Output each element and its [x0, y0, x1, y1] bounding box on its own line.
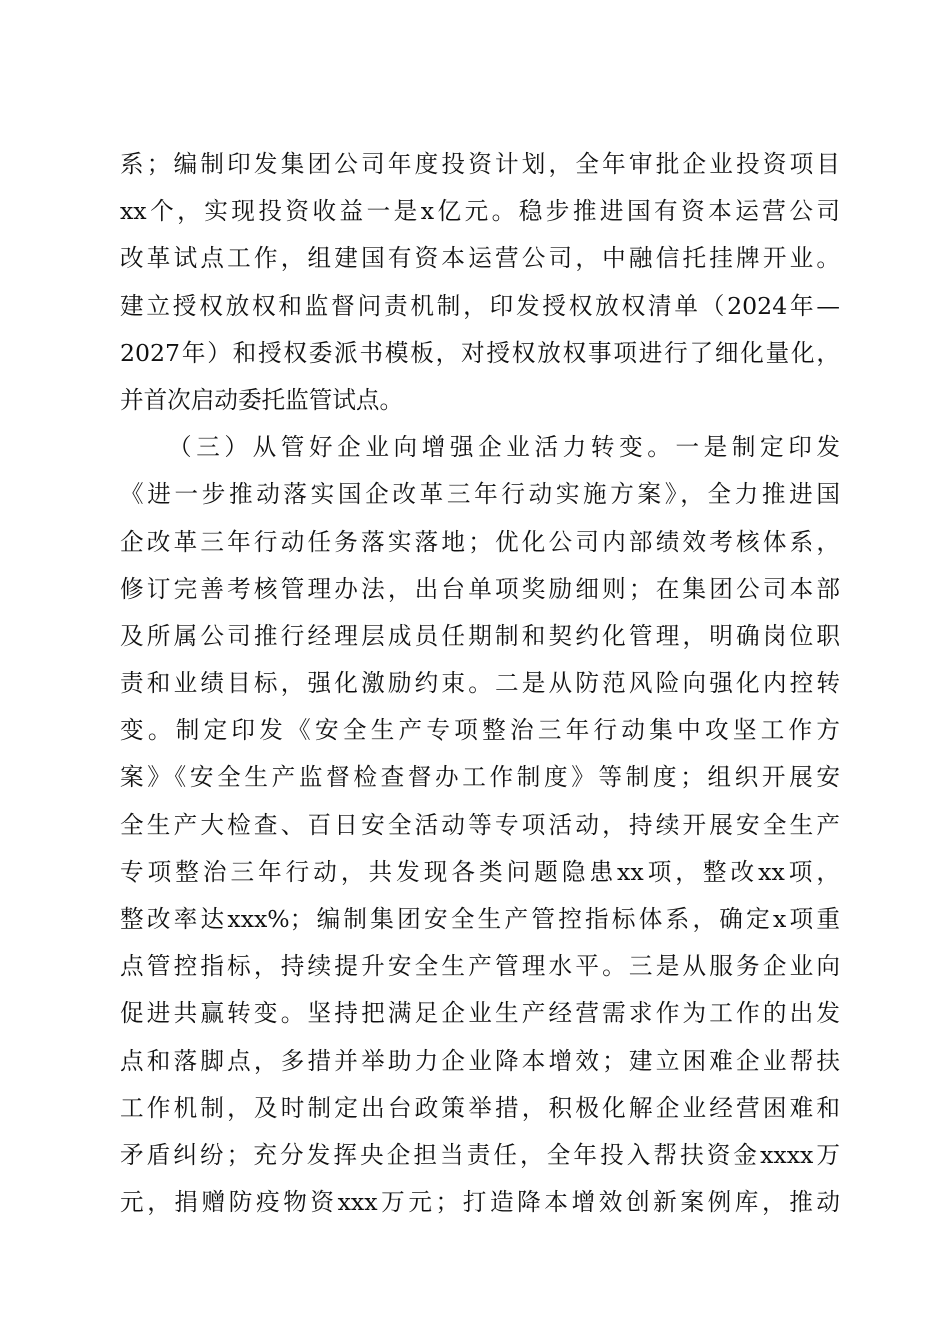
text-line: 促进共赢转变。坚持把满足企业生产经营需求作为工作的出发 — [120, 999, 840, 1028]
text-line: 责和业绩目标，强化激励约束。二是从防范风险向强化内控转 — [120, 669, 840, 698]
text-line: 整改率达xxx%；编制集团安全生产管控指标体系，确定x项重 — [120, 905, 840, 933]
text-line: xx个，实现投资收益一是x亿元。稳步推进国有资本运营公司 — [120, 197, 840, 226]
text-line: 变。制定印发《安全生产专项整治三年行动集中攻坚工作方 — [120, 716, 840, 745]
text-line: 建立授权放权和监督问责机制，印发授权放权清单（2024年— — [120, 291, 840, 320]
text-line: 元，捐赠防疫物资xxx万元；打造降本增效创新案例库，推动 — [120, 1188, 840, 1217]
text-line: 2027年）和授权委派书模板，对授权放权事项进行了细化量化， — [120, 338, 840, 367]
text-line: 全生产大检查、百日安全活动等专项活动，持续开展安全生产 — [120, 810, 840, 839]
text-line: 点和落脚点，多措并举助力企业降本增效；建立困难企业帮扶 — [120, 1046, 840, 1075]
text-line: 系；编制印发集团公司年度投资计划，全年审批企业投资项目 — [120, 150, 840, 178]
text-line: 企改革三年行动任务落实落地；优化公司内部绩效考核体系， — [120, 527, 840, 556]
text-line: 点管控指标，持续提升安全生产管理水平。三是从服务企业向 — [120, 952, 840, 981]
body-text — [120, 141, 840, 1226]
text-line: 并首次启动委托监管试点。 — [120, 385, 404, 414]
text-line: 及所属公司推行经理层成员任期制和契约化管理，明确岗位职 — [120, 621, 840, 650]
text-line: 《进一步推动落实国企改革三年行动实施方案》，全力推进国 — [120, 480, 840, 509]
text-line: 矛盾纠纷；充分发挥央企担当责任，全年投入帮扶资金xxxx万 — [120, 1140, 840, 1169]
text-line: 修订完善考核管理办法，出台单项奖励细则；在集团公司本部 — [120, 574, 840, 603]
text-line: 专项整治三年行动，共发现各类问题隐患xx项，整改xx项， — [120, 857, 840, 886]
section-heading-line: （三）从管好企业向增强企业活力转变。一是制定印发 — [168, 433, 840, 462]
text-line: 工作机制，及时制定出台政策举措，积极化解企业经营困难和 — [120, 1093, 840, 1122]
text-line: 案》《安全生产监督检查督办工作制度》等制度；组织开展安 — [120, 763, 840, 792]
text-line: 改革试点工作，组建国有资本运营公司，中融信托挂牌开业。 — [120, 244, 840, 273]
